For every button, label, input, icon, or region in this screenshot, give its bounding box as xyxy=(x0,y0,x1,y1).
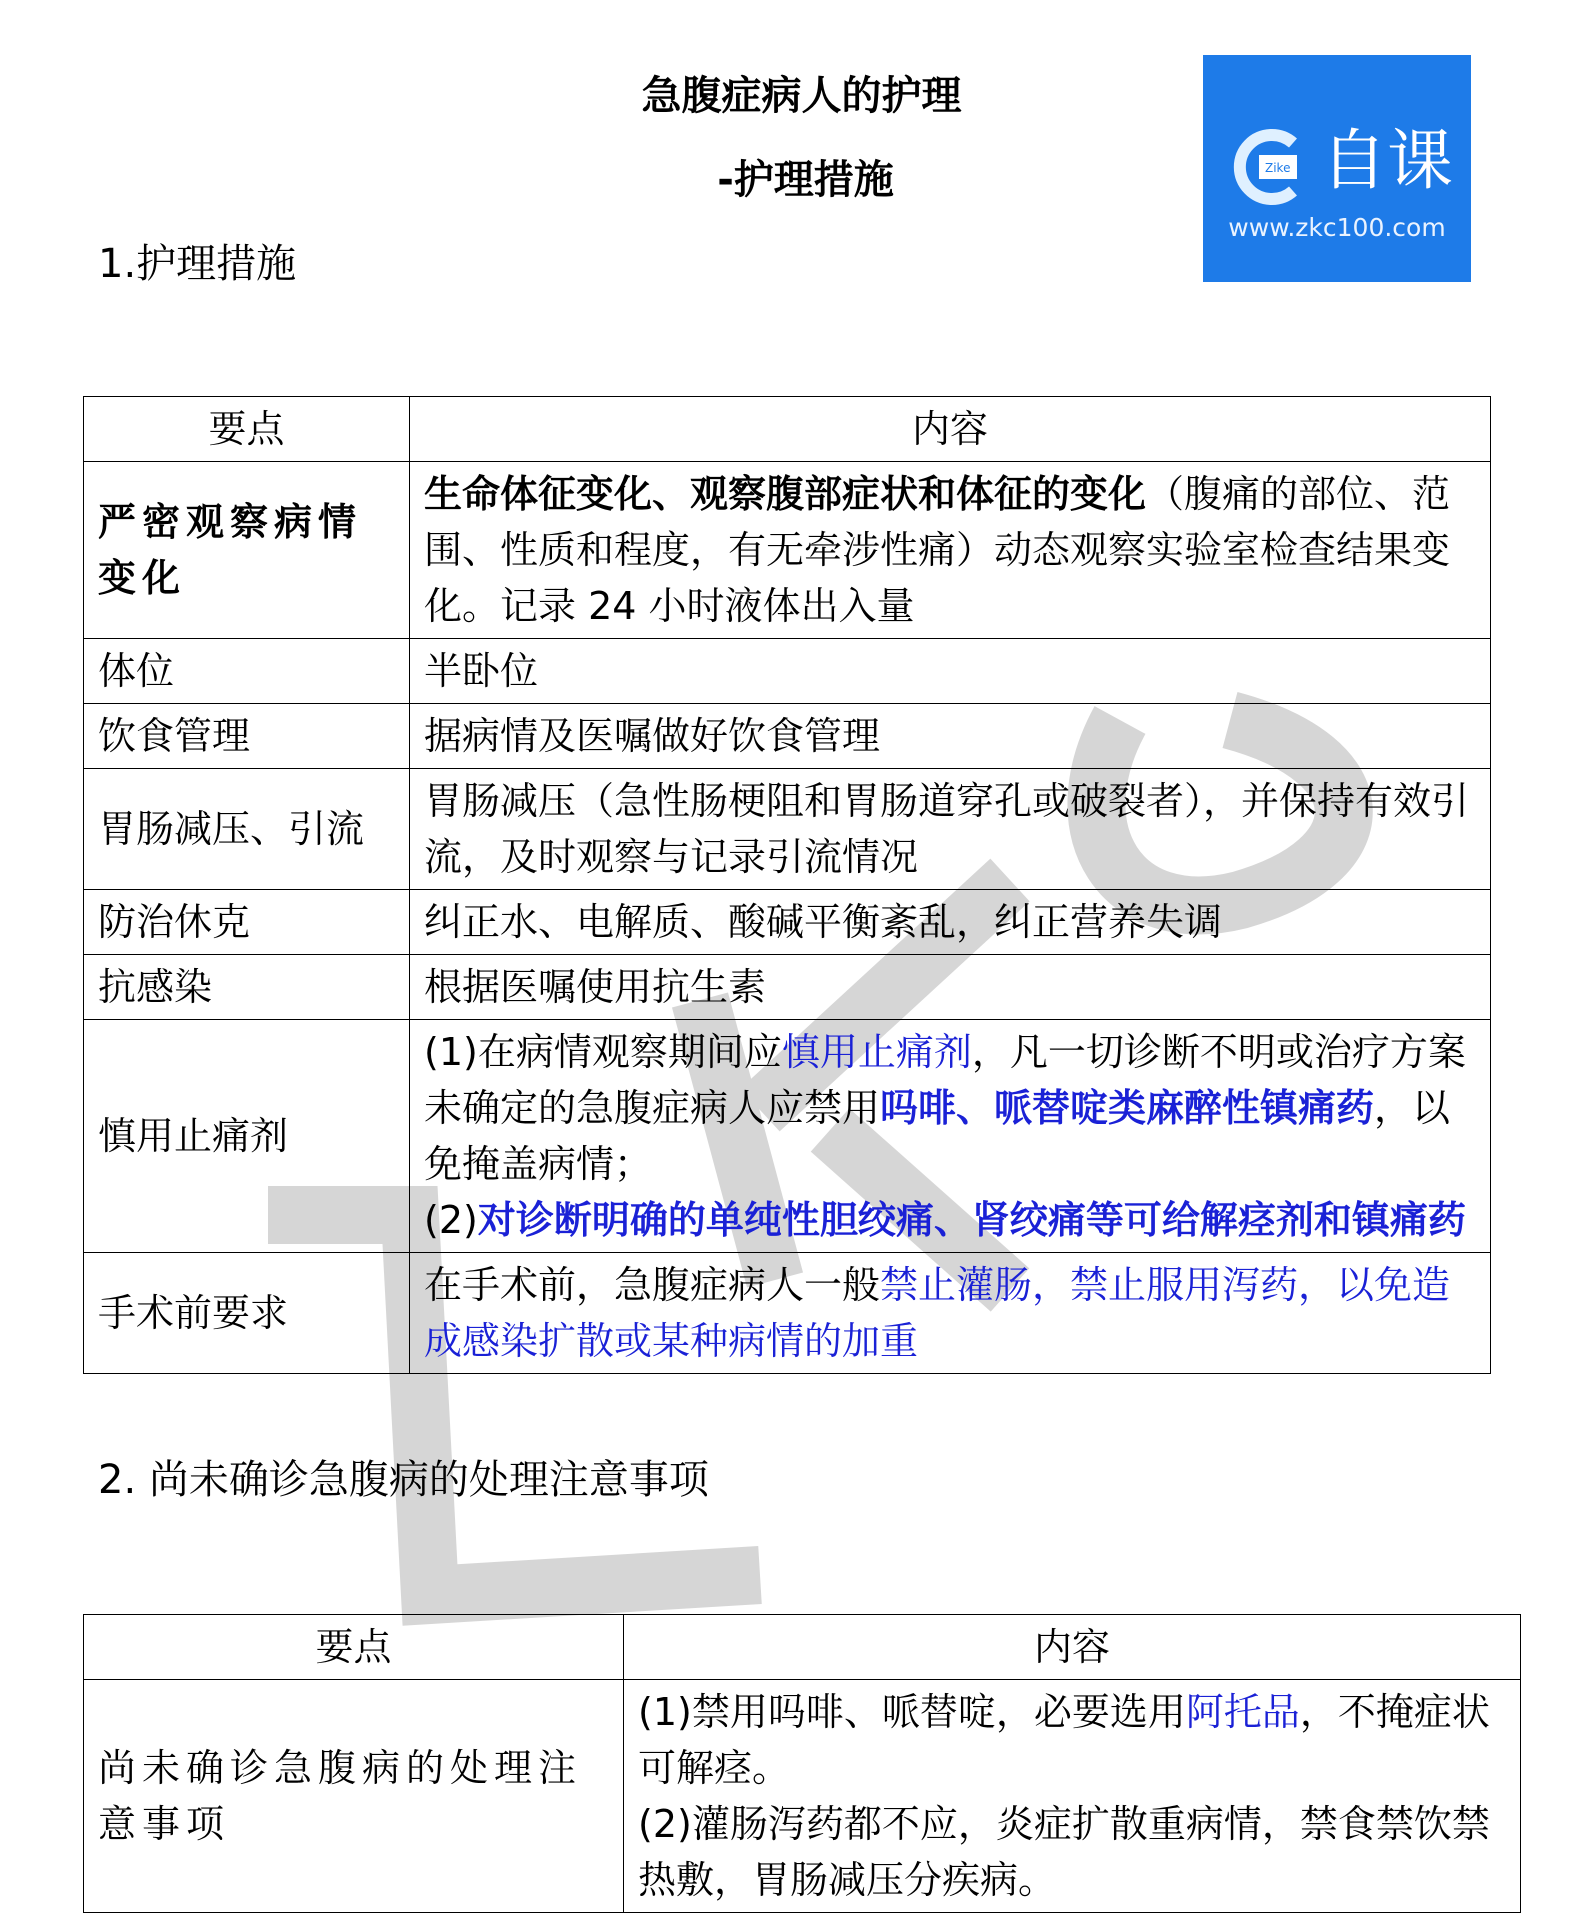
content-text: (1)禁用吗啡、哌替啶，必要选用 xyxy=(638,1690,1186,1734)
content-highlight-bold: 对诊断明确的单纯性胆绞痛、肾绞痛等可给解痉剂和镇痛药 xyxy=(477,1198,1466,1242)
zkc-logo xyxy=(1203,55,1471,282)
header-key: 要点 xyxy=(84,397,410,462)
row-content: 据病情及医嘱做好饮食管理 xyxy=(410,704,1491,769)
table-row xyxy=(84,890,1491,955)
row-content xyxy=(624,1680,1521,1913)
logo-mark-text: Zike xyxy=(1265,161,1291,175)
table-header-row xyxy=(84,397,1491,462)
logo-url: www.zkc100.com xyxy=(1228,213,1446,242)
row-key: 胃肠减压、引流 xyxy=(84,769,410,890)
content-highlight-bold: 吗啡、哌替啶类麻醉性镇痛药 xyxy=(880,1086,1375,1130)
section1-heading: 1.护理措施 xyxy=(98,241,297,287)
content-text: ，不掩症状可解痉。 xyxy=(638,1690,1490,1790)
table-row xyxy=(84,769,1491,890)
content-text: (1)在病情观察期间应 xyxy=(424,1030,782,1074)
table-row xyxy=(84,639,1491,704)
row-content xyxy=(410,462,1491,639)
row-content: 半卧位 xyxy=(410,639,1491,704)
logo-brand-text: 自课 xyxy=(1321,122,1453,199)
row-key: 防治休克 xyxy=(84,890,410,955)
row-key: 慎用止痛剂 xyxy=(84,1020,410,1253)
content-text: ，以免掩盖病情； xyxy=(424,1086,1451,1186)
table-header-row xyxy=(84,1615,1521,1680)
table-row xyxy=(84,1253,1491,1374)
header-content: 内容 xyxy=(410,397,1491,462)
row-key: 尚未确诊急腹病的处理注意事项 xyxy=(84,1680,624,1913)
content-highlight: 慎用止痛剂 xyxy=(781,1030,972,1074)
section2-heading: 2. 尚未确诊急腹病的处理注意事项 xyxy=(98,1457,709,1503)
row-content xyxy=(410,1020,1491,1253)
content-bold: 生命体征变化、观察腹部症状和体征的变化 xyxy=(424,472,1147,516)
content-highlight: 阿托品 xyxy=(1185,1690,1300,1734)
content-highlight: 禁止灌肠，禁止服用泻药，以免造成感染扩散或某种病情的加重 xyxy=(424,1263,1451,1363)
nursing-measures-table xyxy=(83,396,1491,1374)
content-rest: （腹痛的部位、范围、性质和程度，有无牵涉性痛）动态观察实验室检查结果变化。记录 24 小时液体出入量 xyxy=(424,472,1451,628)
row-key: 饮食管理 xyxy=(84,704,410,769)
row-key: 手术前要求 xyxy=(84,1253,410,1374)
table-row xyxy=(84,704,1491,769)
table-row xyxy=(84,1680,1521,1913)
content-text: 在手术前，急腹症病人一般 xyxy=(424,1263,881,1307)
row-content: 胃肠减压（急性肠梗阻和胃肠道穿孔或破裂者），并保持有效引流，及时观察与记录引流情况 xyxy=(410,769,1491,890)
header-key: 要点 xyxy=(84,1615,624,1680)
content-text: ，凡一切诊断不明或治疗方案未确定的急腹症病人应禁用 xyxy=(424,1030,1466,1130)
content-text: (2) xyxy=(424,1198,478,1242)
header-content: 内容 xyxy=(624,1615,1521,1680)
table-row xyxy=(84,1020,1491,1253)
row-key: 体位 xyxy=(84,639,410,704)
undiagnosed-notes-table xyxy=(83,1614,1521,1913)
doc-subtitle: -护理措施 xyxy=(717,157,894,203)
row-content: 纠正水、电解质、酸碱平衡紊乱，纠正营养失调 xyxy=(410,890,1491,955)
row-key: 抗感染 xyxy=(84,955,410,1020)
content-text: (2)灌肠泻药都不应，炎症扩散重病情，禁食禁饮禁热敷，胃肠减压分疾病。 xyxy=(638,1802,1490,1902)
logo-c-mark-icon xyxy=(1231,127,1305,207)
row-key: 严密观察病情变化 xyxy=(84,462,410,639)
table-row xyxy=(84,462,1491,639)
doc-title: 急腹症病人的护理 xyxy=(641,73,962,119)
row-content: 根据医嘱使用抗生素 xyxy=(410,955,1491,1020)
table-row xyxy=(84,955,1491,1020)
row-content xyxy=(410,1253,1491,1374)
